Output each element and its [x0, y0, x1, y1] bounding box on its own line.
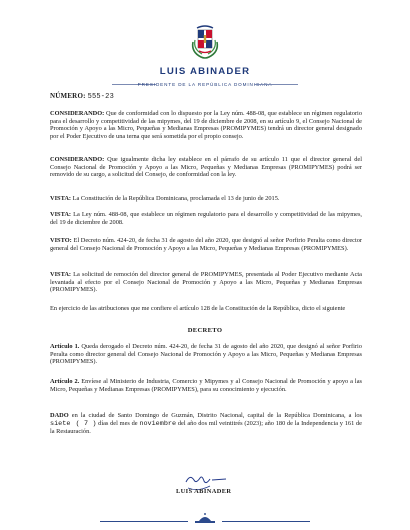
visto — [50, 237, 362, 252]
vista-3 — [50, 271, 362, 294]
vista-3-label: VISTA: — [50, 271, 72, 278]
dado-clause — [50, 412, 362, 436]
dado-day-number: ( 7 ) — [75, 419, 97, 428]
visto-label: VISTO: — [50, 237, 72, 244]
considerando-2-label: CONSIDERANDO: — [50, 156, 105, 163]
ejercicio: En ejercicio de las atribuciones que me confiere el artículo 128 de la Constitución de la República, dicto el siguiente — [50, 305, 346, 312]
considerando-2-text: Que igualmente dicha ley establece en el párrafo de su artículo 11 que el director general del Consejo Nacional de Promoción y Apoyo a las Micro, Pequeñas y Medianas Empresas (PROMIPYMES) podrá ser removido de su cargo, a solicitud del Consejo, de conformidad con la ley. — [50, 156, 362, 179]
vista-2 — [50, 211, 362, 226]
dado-text-c: del año dos mil veintitrés (2023); año 180 de la Independencia y 161 de la Restauración. — [50, 419, 362, 436]
decree-number-value: 555-23 — [87, 93, 114, 101]
decree-number-label: NÚMERO: — [50, 92, 86, 100]
dado-text-a: en la ciudad de Santo Domingo de Guzmán, Distrito Nacional, capital de la República Dominicana, a los — [68, 412, 362, 419]
considerando-1 — [50, 110, 362, 141]
president-name: LUIS ABINADER — [159, 66, 251, 77]
articulo-2 — [50, 378, 362, 393]
signer-name: LUIS ABINADER — [176, 488, 232, 495]
dado-text-b: días del mes de — [96, 419, 140, 427]
considerando-1-text: Que de conformidad con lo dispuesto por la Ley núm. 488-08, que establece un régimen regulatorio para el desarrollo y competitividad de las mipymes, del 19 de diciembre de 2008, en su artículo 9, el Consejo Nacional de Promoción y Apoyo a las Micro, Pequeñas y Medianas Empresas (PROMIPYMES) tendrá un director general designado por el Poder Ejecutivo de una terna que será sometida por el propio consejo. — [50, 110, 362, 141]
articulo-2-text: Envíese al Ministerio de Industria, Comercio y Mipymes y al Consejo Nacional de Promoción y apoyo a las Micro, Pequeñas y Medianas Empresas (PROMIPYMES), para su conocimiento y ejecución. — [50, 378, 362, 393]
footer-rule-left — [100, 521, 188, 522]
dado-label: DADO — [50, 412, 69, 419]
coat-of-arms-icon — [187, 22, 223, 60]
vista-1 — [50, 195, 362, 203]
articulo-1 — [50, 343, 362, 366]
vista-3-text: La solicitud de remoción del director general de PROMIPYMES, presentada al Poder Ejecutivo mediante Acta levantada al efecto por el Consejo Nacional de Promoción y Apoyo a las Micro, Pequeñas y Medianas Empresas (PROMIPYMES). — [50, 271, 362, 294]
vista-2-label: VISTA: — [50, 211, 72, 218]
president-title: PRESIDENTE DE LA REPÚBLICA DOMINICANA — [137, 82, 273, 87]
header-rule-right — [254, 84, 298, 85]
vista-1-label: VISTA: — [50, 195, 72, 202]
decree-number — [50, 92, 114, 101]
considerando-2 — [50, 156, 362, 179]
vista-1-text: La Constitución de la República Dominicana, proclamada el 13 de junio de 2015. — [71, 195, 280, 202]
palace-dome-icon — [191, 513, 219, 523]
articulo-2-label: Artículo 2. — [50, 378, 80, 385]
articulo-1-label: Artículo 1. — [50, 343, 80, 350]
considerando-1-label: CONSIDERANDO: — [50, 110, 105, 117]
vista-2-text: La Ley núm. 488-08, que establece un régimen regulatorio para el desarrollo y competitividad de las mipymes, del 19 de diciembre de 2008. — [50, 211, 362, 226]
footer-rule-right — [222, 521, 310, 522]
articulo-1-text: Queda derogado el Decreto núm. 424-20, de fecha 31 de agosto del año 2020, que designó al señor Porfirio Peralta como director general del Consejo Nacional de Promoción y Apoyo a las Micro, Pequeñas y Medianas Empresas (PROMIPYMES). — [50, 343, 362, 366]
dado-day-word: siete — [50, 419, 71, 428]
visto-text: El Decreto núm. 424-20, de fecha 31 de agosto del año 2020, que designó al señor Porfirio Peralta como director general del Consejo Nacional de Promoción y Apoyo a las Micro, Pequeñas y Medianas Empresas (PROMIPYMES). — [50, 237, 362, 252]
decreto-heading: DECRETO — [187, 327, 223, 334]
dado-month: noviembre — [139, 419, 177, 428]
